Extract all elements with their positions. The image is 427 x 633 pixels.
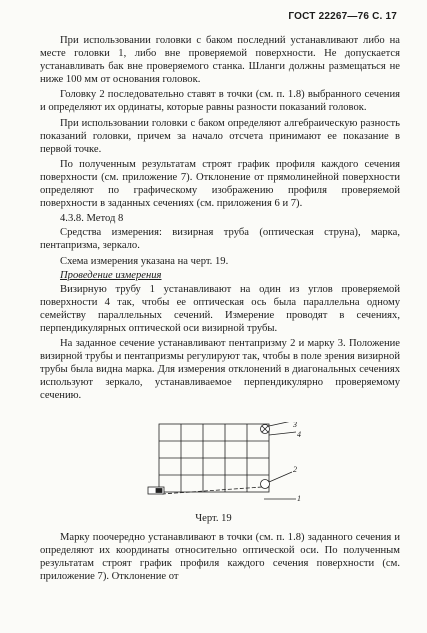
figure-label-4: 4 [297, 430, 301, 439]
paragraph: Головку 2 последовательно ставят в точки (см. п. 1.8) выбранного сечения и определяют их ординаты, которые равны разности показаний головок. [40, 89, 400, 114]
figure-label-2: 2 [293, 465, 297, 474]
body-text-continued [40, 531, 400, 585]
figure-label-3: 3 [293, 422, 297, 429]
paragraph: Марку поочередно устанавливают в точки (см. п. 1.8) заданного сечения и определяют их координаты относительно оптической оси. По полученным результатам строят график профиля каждого сечения поверхности (см. приложение 7). Отклонение от [40, 532, 400, 583]
section-heading: 4.3.8. Метод 8 [60, 213, 124, 225]
paragraph: При использовании головки с баком последний устанавливают либо на месте головки 1, либо вне проверяемой поверхности. Не допускается устанавливать бак вне проверяемого станка. Шланги должны размещаться не ниже 100 мм от основания головок. [40, 35, 400, 86]
figure-label-1: 1 [297, 494, 301, 503]
paragraph: По полученным результатам строят график профиля каждого сечения поверхности (см. приложение 7). Отклонение от прямолинейной поверхности определяют по графическому изображению профиля проверяемой поверхности в заданных сечениях (см. приложения 6 и 7). [40, 158, 400, 210]
paragraph: При использовании головки с баком определяют алгебраическую разность показаний головки, причем за начало отсчета принимают ее показание в первой точке. [40, 117, 400, 155]
paragraph: На заданное сечение устанавливают пентапризму 2 и марку 3. Положение визирной трубы и пентапризмы регулируют так, чтобы в поле зрения визирной трубы была видна марка. Для измерения отклонений в диагональных сечениях используют зеркало, устанавливаемое перпендикулярно проверяемому сечению. [40, 338, 400, 402]
page-header: ГОСТ 22267—76 С. 17 [288, 11, 397, 22]
paragraph: Средства измерения: визирная труба (оптическая струна), марка, пентапризма, зеркало. [40, 227, 400, 252]
paragraph: Схема измерения указана на черт. 19. [60, 255, 229, 267]
subsection-heading: Проведение измерения [60, 269, 162, 281]
figure-19-diagram [134, 422, 314, 514]
paragraph: Визирную трубу 1 устанавливают на один из углов проверяемой поверхности 4 так, чтобы ее оптическая ось была параллельна одному семейству параллельных сечений. Измерение проводят в сечениях, перпендикулярных оптической оси визирной трубы. [40, 283, 400, 334]
figure-caption: Черт. 19 [195, 513, 232, 524]
body-text [40, 34, 400, 405]
